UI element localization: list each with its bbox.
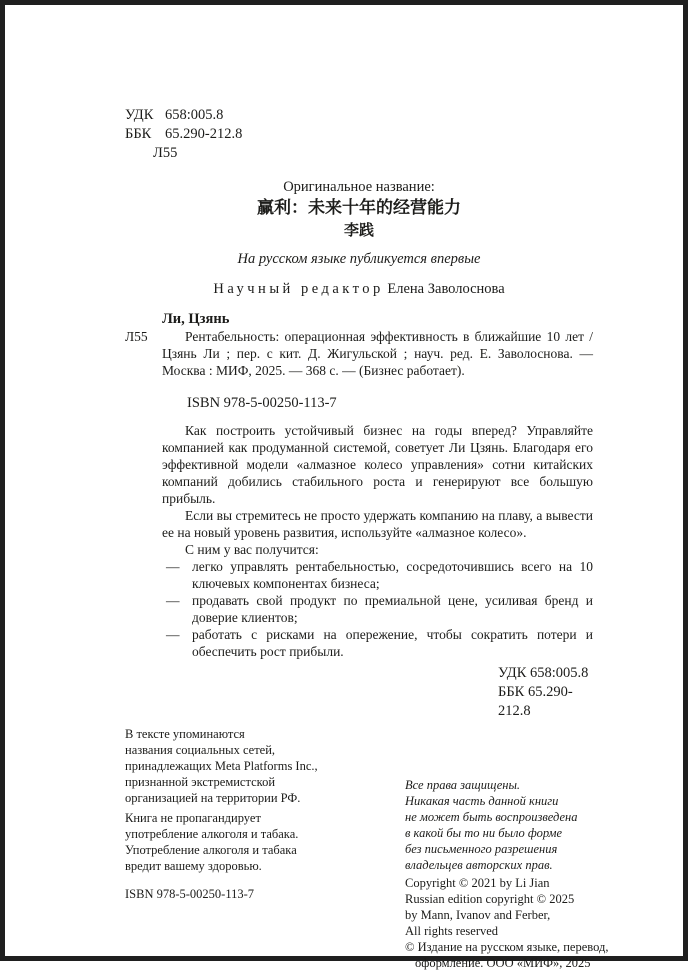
- text-line: вредит вашему здоровью.: [125, 859, 262, 873]
- author-sign-top: Л55: [153, 145, 178, 161]
- udc-line-bottom: УДК 658:005.8: [498, 665, 589, 681]
- bbk-label: ББК: [125, 126, 152, 142]
- text-line: Все права защищены.: [405, 778, 521, 792]
- rights-reserved-note: [405, 777, 593, 873]
- annotation-paragraph-1: Как построить устойчивый бизнес на годы вперед? Управляйте компанией как продуманной системой, советует Ли Цзянь. Благодаря его эффективной модели «алмазное колесо управления» сотни китайских компаний добились стабильного роста и генерируют все большую прибыль.: [162, 423, 593, 506]
- annotation-paragraph-2: Если вы стремитесь не просто удержать компанию на плаву, а вывести ее на новый уровень развития, используйте «алмазное колесо».: [162, 508, 593, 540]
- bullet-marker: —: [166, 593, 180, 608]
- original-title-chinese: 赢利：未来十年的经营能力: [257, 198, 461, 218]
- bullet-text: работать с рисками на опережение, чтобы сократить потери и обеспечить рост прибыли.: [192, 627, 593, 659]
- text-line: без письменного разрешения: [405, 842, 558, 856]
- text-line: Книга не пропагандирует: [125, 811, 261, 825]
- text-line: употребление алкоголя и табака.: [125, 827, 299, 841]
- legal-footer: [125, 726, 609, 971]
- text-line: All rights reserved: [405, 924, 499, 938]
- catalog-entry: [125, 328, 593, 379]
- author-sign-catalog: Л55: [125, 329, 148, 344]
- udc-line: [125, 106, 593, 125]
- science-editor-name: Елена Заволоснова: [387, 281, 505, 297]
- text-line: Употребление алкоголя и табака: [125, 843, 297, 857]
- isbn-top: ISBN 978-5-00250-113-7: [187, 395, 337, 411]
- annotation-list-intro: С ним у вас получится:: [185, 542, 319, 557]
- author-heading: Ли, Цзянь: [162, 311, 230, 327]
- bbk-line-bottom: ББК 65.290-212.8: [498, 684, 573, 719]
- bbk-line: [125, 125, 593, 144]
- text-line: в какой бы то ни было форме: [405, 826, 563, 840]
- text-line: организацией на территории РФ.: [125, 791, 301, 805]
- bullet-item: [162, 626, 593, 660]
- text-line: Copyright © 2021 by Li Jian: [405, 876, 550, 890]
- text-line: Russian edition copyright © 2025: [405, 892, 575, 906]
- bullet-item: [162, 558, 593, 592]
- text-line: Никакая часть данной книги: [405, 794, 559, 808]
- science-editor-line: [125, 280, 593, 299]
- meta-disclaimer: [125, 726, 377, 806]
- bbk-value: 65.290-212.8: [165, 126, 243, 142]
- catalog-description: Рентабельность: операционная эффективность в ближайшие 10 лет / Цзянь Ли ; пер. с кит. Д. Жигульской ; науч. ред. Е. Заволоснова. — Москва : МИФ, 2025. — 368 с. — (Бизнес работает).: [162, 329, 593, 378]
- copyright-block: [405, 875, 609, 971]
- text-line: © Издание на русском языке, перевод,: [405, 940, 609, 954]
- text-line: оформление. ООО «МИФ», 2025: [415, 956, 591, 970]
- original-title-caption: Оригинальное название:: [283, 179, 435, 195]
- udc-value: 658:005.8: [165, 107, 224, 123]
- bullet-text: легко управлять рентабельностью, сосредоточившись всего на 10 ключевых компонентах бизнеса;: [192, 559, 593, 591]
- text-line: не может быть воспроизведена: [405, 810, 578, 824]
- classification-bottom: [498, 664, 593, 721]
- annotation-bullets: [162, 558, 593, 660]
- annotation: [162, 422, 593, 660]
- footer-left-column: [125, 726, 377, 971]
- classification-top: [125, 106, 593, 163]
- udc-label: УДК: [125, 107, 154, 123]
- text-line: признанной экстремистской: [125, 775, 276, 789]
- isbn-bottom: ISBN 978-5-00250-113-7: [125, 887, 255, 901]
- bullet-text: продавать свой продукт по премиальной цене, усиливая бренд и доверие клиентов;: [192, 593, 593, 625]
- text-line: by Mann, Ivanov and Ferber,: [405, 908, 551, 922]
- footer-right-column: [405, 777, 609, 971]
- text-line: принадлежащих Meta Platforms Inc.,: [125, 759, 318, 773]
- original-author-chinese: 李践: [343, 221, 374, 239]
- text-line: владельцев авторских прав.: [405, 858, 553, 872]
- first-publication-note: На русском языке публикуется впервые: [237, 251, 481, 267]
- imprint-content: [5, 5, 609, 971]
- text-line: названия социальных сетей,: [125, 743, 276, 757]
- bullet-marker: —: [166, 627, 180, 642]
- bullet-marker: —: [166, 559, 180, 574]
- bullet-item: [162, 592, 593, 626]
- science-editor-role: Научный редактор: [213, 281, 384, 297]
- text-line: В тексте упоминаются: [125, 727, 245, 741]
- health-disclaimer: [125, 810, 377, 874]
